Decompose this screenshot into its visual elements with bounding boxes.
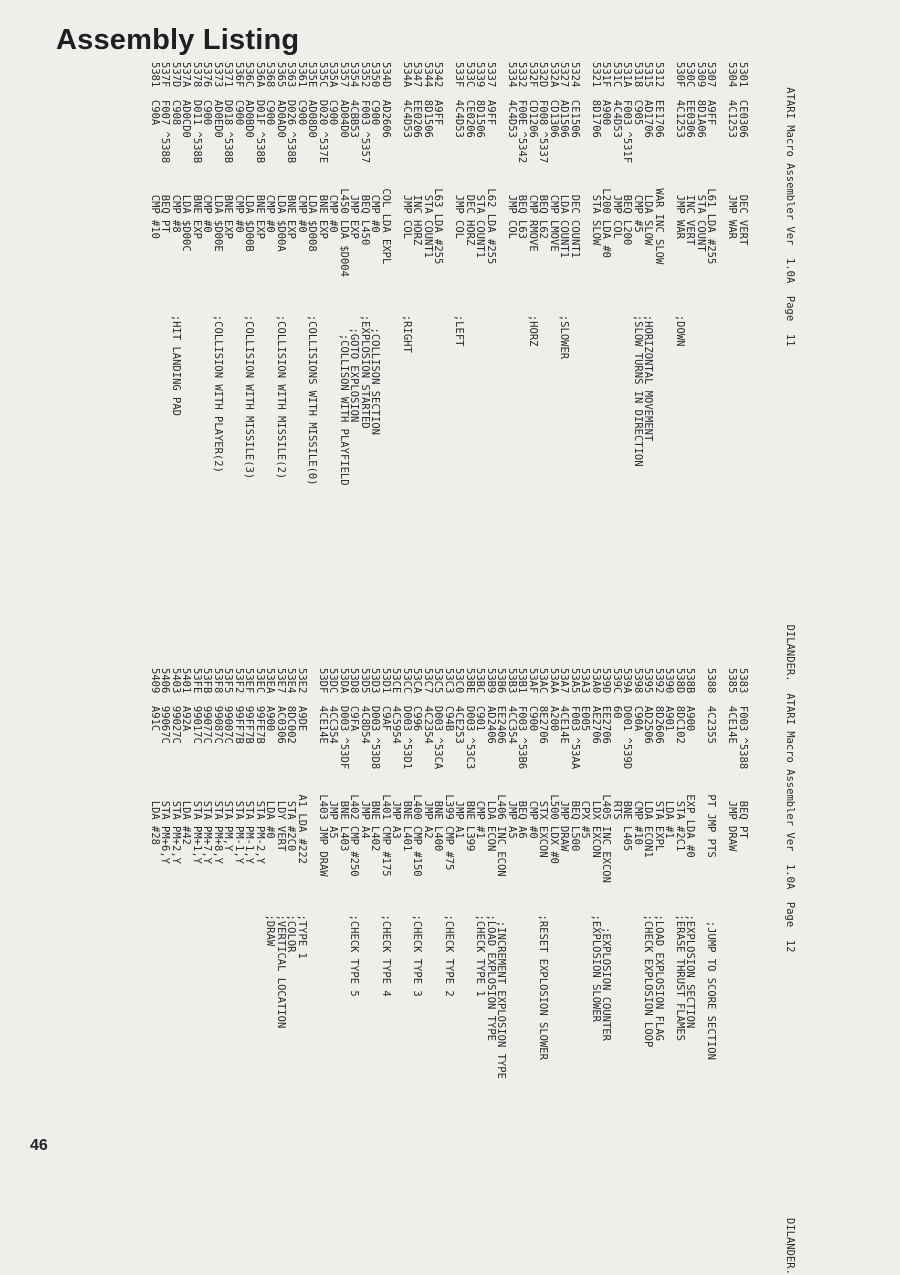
listing-line: 5373 AD0ED0 LDA $D00E ;COLLISION WITH PLAYER(2) (212, 62, 224, 473)
listing-line: 530C EE0306 INC VERT (684, 62, 697, 246)
listing-line: 5403 99027C STA PM+2,Y (170, 668, 182, 864)
listing-line: 531F A900 L200 LDA #0 (600, 62, 613, 258)
listing-line: 5301 CE0306 DEC VERT (737, 62, 749, 246)
listing-line: 537F F007 ^5388 BEQ PT (159, 62, 172, 233)
listing-line: 5398 C90A CMP #10 (632, 668, 644, 846)
listing-line: 5409 A91C LDA #28 (149, 668, 161, 846)
listing-line: 532D F008 ^5337 BEQ L62 (537, 62, 550, 240)
listing-line: 535A C900 CMP #0 (327, 62, 340, 233)
listing-line: 534D AD2606 COL LDA EXPL (380, 62, 392, 265)
listing-line: 5395 AD2506 LDA ECON1 ;CHECK EXPLOSION LOOP (642, 668, 655, 1048)
listing-line: 5390 A901 LDA #1 (663, 668, 676, 839)
listing-line: 53DA D003 ^53DF BNE L403 (338, 668, 350, 852)
listing-header-title: ATARI Macro Assembler Ver 1.0A Page 11 (784, 87, 796, 347)
listing-line: 53C3 C94B L399 CMP #75 ;CHECK TYPE 2 (443, 668, 455, 997)
listing-line: 5381 C90A CMP #10 (149, 62, 161, 240)
listing-line: 53F2 99FF7B STA PM-1,Y (233, 668, 245, 864)
listing-line: 53E7 AC0306 LDY VERT ;VERTICAL LOCATION (275, 668, 287, 1029)
listing-line: 530F 4C1253 JMP WAR ;DOWN (674, 62, 686, 347)
listing-line: 5327 AD1506 LDA COUNT1 ;SLOWER (558, 62, 571, 360)
listing-line (696, 668, 707, 1079)
listing-line: 537D C908 CMP #8 ;HIT LANDING PAD (170, 62, 182, 417)
listing-line: 5334 4C4D53 JMP COL (506, 62, 518, 240)
listing-line: 5318 C905 CMP #5 ;SLOW TURNS IN DIRECTION (632, 62, 644, 467)
listing-line: 5350 C900 CMP #0 ;COLLISON SECTION (369, 62, 382, 435)
listing-line (580, 62, 591, 486)
listing-line: 53AA A200 L500 LDX #0 (548, 668, 560, 864)
listing-line: 536A D01F ^538B BNE EXP (254, 62, 266, 240)
listing-line: 53A5 F003 ^53AA BEQ L500 (569, 668, 581, 852)
listing-line: 53A3 E005 CPX #5 (579, 668, 592, 839)
listing-line: 53A0 AE2706 LDX EXCON ;EXPLOSION SLOWER (590, 668, 602, 1023)
listing-lines (150, 668, 749, 1079)
page-title: Assembly Listing (56, 24, 300, 56)
listing-line: 53F5 99007C STA PM,Y (222, 668, 235, 852)
listing-line: 53AC 8E2706 STX EXCON ;RESET EXPLOSION SLOWER (537, 668, 550, 1060)
listing-line: 5365 AD0AD0 LDA $D00A ;COLLISION WITH MISSILE(2) (275, 62, 287, 480)
listing-line (717, 668, 728, 1079)
listing-line: 5312 EE1706 WAR INC SLOW (653, 62, 665, 265)
listing-line: 53EF 99FF7B STA PM-1,Y (243, 668, 256, 864)
listing-line: 53EC 99FE7B STA PM-2,Y (254, 668, 266, 864)
listing-line: 5385 4CE14E JMP DRAW (726, 668, 739, 852)
listing-line: 53B3 4CC354 JMP A5 (506, 668, 518, 839)
listing-line: 536F C900 CMP #0 (233, 62, 245, 233)
listing-line: 5315 AD1706 LDA SLOW ;HORIZONTAL MOVEMENT (642, 62, 655, 442)
listing-line: 5357 AD04D0 L450 LDA $D004 ;COLLISON WITH PLAYFIELD (338, 62, 350, 486)
listing-line (391, 62, 402, 486)
listing-line: 5332 F00E ^5342 BEQ L63 (516, 62, 529, 240)
listing-line (717, 62, 728, 486)
listing-line: 5401 A92A LDA #42 (180, 668, 193, 846)
listing-line: 53E4 8DC002 STA #2C0 ;COLOR (285, 668, 298, 953)
listing-line: 53C0 4CE253 JMP A1 (453, 668, 466, 839)
listing-line: 535E AD08D0 LDA $D008 ;COLLISIONS WITH MISSILE(0) (306, 62, 319, 486)
listing-line: 53CE 4C5954 JMP A3 (390, 668, 403, 839)
listing-line: 5406 99067C STA PM+6,Y (159, 668, 172, 864)
listing-line: 53CC D003 ^53D1 BNE L401 (401, 668, 413, 852)
listing-line: 5371 D018 ^538B BNE EXP (222, 62, 235, 240)
listing-line: 5339 8D1506 STA COUNT1 (474, 62, 487, 258)
listing-line (444, 62, 455, 486)
listing-line: 53F8 99087C STA PM+8,Y (212, 668, 224, 864)
listing-line (307, 668, 318, 1079)
listing-line: 534A 4C4D53 JMP COL ;RIGHT (401, 62, 413, 353)
listing-line: 53DC 4CC354 JMP A5 (327, 668, 340, 839)
listing-line: 53AF C900 CMP #0 (527, 668, 539, 839)
listing-line: 537A AD0CD0 LDA $D00C (180, 62, 193, 252)
listing-line: 5361 C900 CMP #0 (296, 62, 308, 233)
listing-line: 5342 A9FF L63 LDA #255 (432, 62, 445, 265)
listing-line: 5392 8D2606 STA EXPL ;LOAD EXPLOSION FLAG (653, 668, 665, 1041)
listing-line: 5363 D026 ^538B BNE EXP (285, 62, 298, 240)
listing-line: 5352 F003 ^5357 BEQ L450 ;EXPLOSION STARTED (359, 62, 371, 429)
listing-line: 53D1 C9AF L401 CMP #175 ;CHECK TYPE 4 (380, 668, 392, 997)
listing-line: 532A CD1306 CMP LMOVE (548, 62, 560, 252)
listing-line: 5307 A9FF L61 LDA #255 (705, 62, 718, 265)
listing-line: 53D5 4C8D54 JMP A4 (359, 668, 371, 839)
listing-line: 5344 8D1506 STA COUNT1 (422, 62, 434, 258)
listing-line: 53A7 4CE14E JMP DRAW (558, 668, 571, 852)
listing-filename: DILANDER. (784, 1218, 796, 1275)
listing-header (772, 62, 808, 682)
listing-header-title: ATARI Macro Assembler Ver 1.0A Page 12 (784, 693, 796, 953)
listing-line: 5378 D011 ^538B BNE EXP (191, 62, 203, 240)
listing-line: 531C 4C4D53 JMP COL (611, 62, 623, 240)
listing-line: 53FB 99077C STA PM+7,Y (201, 668, 214, 864)
listing-line: 53DF 4CE14E L403 JMP DRAW (317, 668, 329, 877)
listing-line: 53EA A900 LDA #0 ;DRAW (264, 668, 277, 947)
listing-line: 53BE D003 ^53C3 BNE L399 (464, 668, 476, 852)
listing-line: 538B A900 EXP LDA #0 ;EXPLOSION SECTION (684, 668, 697, 1029)
listing-line: 5376 C900 CMP #0 (201, 62, 214, 233)
listing-filename: DILANDER. (784, 624, 796, 682)
listing-line: 539A D001 ^539D BNE L405 (621, 668, 634, 852)
listing-line: 5321 8D1706 STA SLOW (590, 62, 602, 246)
listing-line: 531A F003 ^531F BEQ L200 (621, 62, 634, 246)
listing-line: 535C D020 ^537E BNE EXP (317, 62, 329, 240)
listing-line: 53BC C901 CMP #1 ;CHECK TYPE 1 (474, 668, 487, 997)
listing-line: 53D8 C9FA L402 CMP #250 ;CHECK TYPE 5 (348, 668, 361, 997)
listing-line: 53CA C996 L400 CMP #150 ;CHECK TYPE 3 (411, 668, 424, 997)
listing-line: 5388 4C2355 PT JMP PTS ;JUMP TO SCORE SECTION (705, 668, 718, 1060)
listing-line: 53C7 4C2354 JMP A2 (422, 668, 434, 839)
listing-line: 5347 EE0206 INC HORZ (411, 62, 424, 246)
listing-line: 539D EE2706 L405 INC EXCON ;EXPLOSION COUNTER (600, 668, 613, 1041)
listing-page-12 (149, 668, 808, 1275)
listing-line: 538D 8DC102 STA #2C1 ;ERASE THRUST FLAMES (674, 668, 686, 1041)
listing-line: 5383 F003 ^5388 BEQ PT (737, 668, 749, 839)
listing-line: 539C 60 RTS (611, 668, 623, 820)
listing-line (496, 62, 507, 486)
listing-line: 533C CE0206 DEC HORZ (464, 62, 476, 246)
listing-line: 5309 8D1A06 STA COUNT (695, 62, 707, 252)
listing-line: 532F CD1206 CMP RMOVE ;HORZ (527, 62, 539, 347)
listing-line: 53B1 F003 ^53B6 BEQ A6 (516, 668, 529, 839)
listing-line: 5324 CE1506 DEC COUNT1 (569, 62, 581, 258)
listing-line: 53FE 99017C STA PM+1,Y (191, 668, 203, 864)
listing-line: 53B9 AD2406 LDA ECON ;LOAD EXPLOSION TYPE (485, 668, 497, 1041)
listing-line: 53B6 EE2406 L406 INC ECON ;INCREMENT EXPLOSION TYPE (495, 668, 508, 1079)
listing-header (772, 668, 808, 1275)
listing-line: 53D3 D003 ^53D8 BNE L402 (369, 668, 382, 852)
listing-line: 533F 4C4D53 JMP COL ;LEFT (453, 62, 466, 347)
listing-line: 5337 A9FF L62 LDA #255 (485, 62, 497, 265)
listing-line: 53E2 A9DE A1 LDA #222 ;TYPE 1 (296, 668, 308, 959)
listing-line: 5304 4C1253 JMP WAR (726, 62, 739, 240)
listing-line (664, 62, 675, 486)
listing-line: 536C AD0BD0 LDA $D00B ;COLLISION WITH MISSILE(3) (243, 62, 256, 480)
listing-line: 53C5 D003 ^53CA BNE L400 (432, 668, 445, 852)
listing-lines (150, 62, 749, 486)
listing-line: 5354 4CBB53 JMP EXP ;GOTO EXPLOSION (348, 62, 361, 423)
page-number: 46 (30, 1137, 48, 1154)
listing-page-11 (149, 62, 808, 682)
listing-line: 5368 C900 CMP #0 (264, 62, 277, 233)
